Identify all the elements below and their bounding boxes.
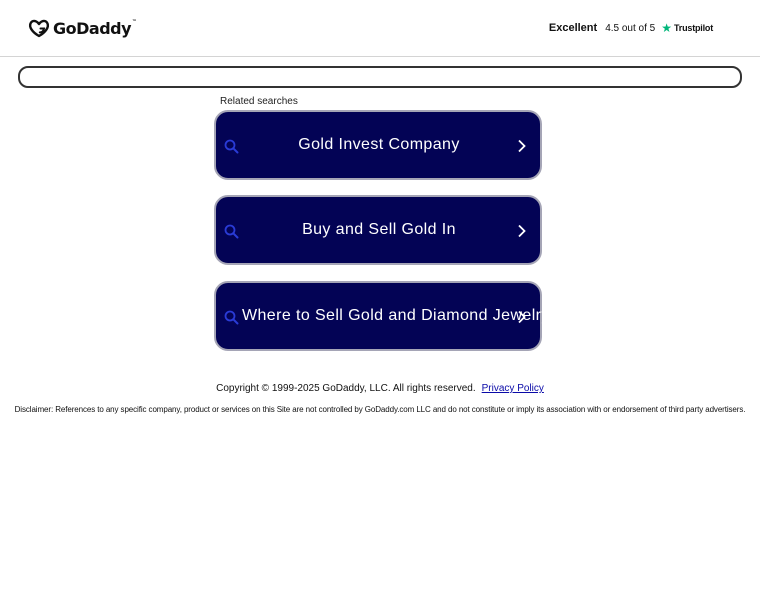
related-search-button-1[interactable] [214,110,542,180]
related-search-button-3[interactable] [214,281,550,351]
related-search-label: Gold Invest Company [298,136,460,153]
privacy-policy-link[interactable]: Privacy Policy [481,383,544,394]
search-icon [224,224,239,239]
footer-copyright [0,383,760,394]
chevron-right-icon [517,310,526,324]
disclaimer-text: Disclaimer: References to any specific company, product or services on this Site are not controlled by GoDaddy.com LLC and do not constitute or imply its association with or endorsement of third party advertisers. [14,405,746,414]
search-bar[interactable] [18,66,742,88]
star-icon: ★ [661,21,672,35]
copyright-text: Copyright © 1999-2025 GoDaddy, LLC. All rights reserved. [216,383,476,394]
related-search-label: Where to Sell Gold and Diamond Jewelry [242,307,550,324]
godaddy-logo-icon [28,18,50,38]
search-input[interactable] [20,68,740,86]
related-search-button-2[interactable] [214,195,542,265]
trustpilot-rating[interactable] [549,22,713,34]
chevron-right-icon [517,139,526,153]
header [0,0,760,57]
trust-score: 4.5 out of 5 [605,22,656,34]
logo-text: GoDaddy™ [53,18,137,38]
chevron-right-icon [517,224,526,238]
trustpilot-brand: Trustpilot [674,23,713,33]
godaddy-logo[interactable] [28,17,137,39]
related-search-label: Buy and Sell Gold In [302,221,456,238]
search-icon [224,310,239,325]
search-icon [224,139,239,154]
related-searches-title: Related searches [220,96,298,107]
trust-rating-label: Excellent [548,22,598,34]
